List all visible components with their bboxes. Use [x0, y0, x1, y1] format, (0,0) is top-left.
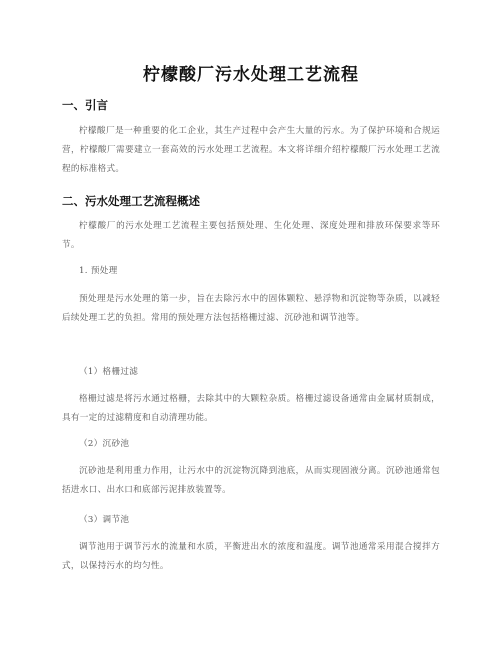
document-title: 柠檬酸厂污水处理工艺流程: [143, 65, 359, 85]
subsection-title-grille: （1）格栅过滤: [79, 367, 139, 377]
grille-paragraph: 格栅过滤是将污水通过格栅，去除其中的大颗粒杂质。格栅过滤设备通常由金属材质制成，具有一定的过滤精度和自动清理功能。: [62, 394, 440, 423]
grit-chamber-paragraph: 沉砂池是利用重力作用，让污水中的沉淀物沉降到池底，从而实现固液分离。沉砂池通常包括进水口、出水口和底部污泥排放装置等。: [62, 466, 440, 495]
subsection-title-regulating-tank: （3）调节池: [79, 515, 130, 525]
pretreatment-paragraph: 预处理是污水处理的第一步，旨在去除污水中的固体颗粒、悬浮物和沉淀物等杂质，以减轻后续处理工艺的负担。常用的预处理方法包括格栅过滤、沉砂池和调节池等。: [62, 294, 440, 323]
subsection-title-grit-chamber: （2）沉砂池: [79, 439, 130, 449]
introduction-paragraph: 柠檬酸厂是一种重要的化工企业，其生产过程中会产生大量的污水。为了保护环境和合规运营，柠檬酸厂需要建立一套高效的污水处理工艺流程。本文将详细介绍柠檬酸厂污水处理工艺流程的标准格式。: [62, 126, 440, 174]
section-heading-overview: 二、污水处理工艺流程概述: [62, 194, 200, 208]
section-heading-introduction: 一、引言: [62, 98, 108, 112]
overview-paragraph: 柠檬酸厂的污水处理工艺流程主要包括预处理、生化处理、深度处理和排放环保要求等环节。: [62, 221, 440, 250]
step-title-pretreatment: 1. 预处理: [79, 266, 118, 276]
regulating-tank-paragraph: 调节池用于调节污水的流量和水质，平衡进出水的浓度和温度。调节池通常采用混合搅拌方式，以保持污水的均匀性。: [62, 542, 440, 571]
